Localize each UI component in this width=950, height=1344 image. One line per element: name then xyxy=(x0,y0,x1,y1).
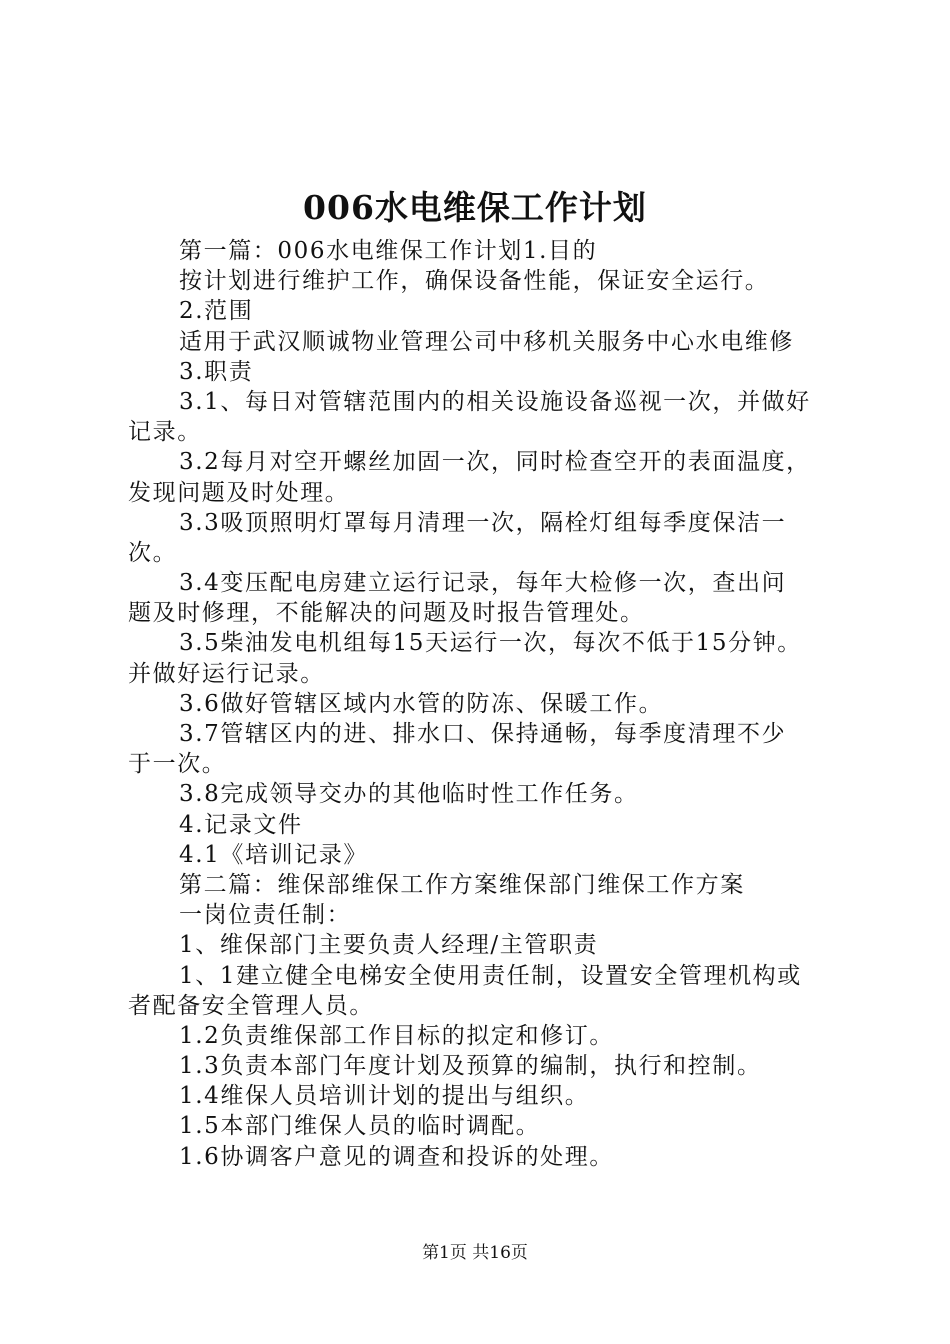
body-line: 1.3负责本部门年度计划及预算的编制，执行和控制。 xyxy=(179,1053,762,1080)
page-footer: 第1页 共16页 xyxy=(422,1243,528,1263)
body-line: 第二篇：维保部维保工作方案维保部门维保工作方案 xyxy=(179,871,745,898)
body-line: 4.1《培训记录》 xyxy=(179,841,368,868)
body-line: 1.6协调客户意见的调查和投诉的处理。 xyxy=(179,1143,614,1170)
body-line: 1、维保部门主要负责人经理/主管职责 xyxy=(179,932,599,959)
body-line: 3.6做好管辖区域内水管的防冻、保暖工作。 xyxy=(179,690,664,717)
document-title: 006水电维保工作计划 xyxy=(303,188,647,227)
body-line: 适用于武汉顺诚物业管理公司中移机关服务中心水电维修 xyxy=(179,328,794,355)
body-line: 2.范围 xyxy=(179,298,254,325)
body-line: 并做好运行记录。 xyxy=(128,660,325,687)
body-line: 发现问题及时处理。 xyxy=(128,479,350,506)
body-line: 1.5本部门维保人员的临时调配。 xyxy=(179,1113,541,1140)
body-line: 3.2每月对空开螺丝加固一次，同时检查空开的表面温度， xyxy=(179,449,811,476)
body-line: 第一篇：006水电维保工作计划1.目的 xyxy=(179,238,598,264)
body-line: 1.2负责维保部工作目标的拟定和修订。 xyxy=(179,1022,614,1049)
body-line: 3.8完成领导交办的其他临时性工作任务。 xyxy=(179,781,639,808)
body-line: 1.4维保人员培训计划的提出与组织。 xyxy=(179,1083,590,1110)
body-line: 于一次。 xyxy=(128,751,227,778)
body-line: 题及时修理，不能解决的问题及时报告管理处。 xyxy=(128,600,645,627)
body-line: 3.职责 xyxy=(179,358,254,385)
body-line: 4.记录文件 xyxy=(179,811,303,838)
body-line: 3.1、每日对管辖范围内的相关设施设备巡视一次，并做好 xyxy=(179,388,811,415)
body-line: 3.3吸顶照明灯罩每月清理一次，隔栓灯组每季度保洁一 xyxy=(179,509,787,536)
body-line: 3.4变压配电房建立运行记录，每年大检修一次，查出问 xyxy=(179,570,787,597)
body-line: 按计划进行维护工作，确保设备性能，保证安全运行。 xyxy=(179,268,770,295)
body-line: 3.7管辖区内的进、排水口、保持通畅，每季度清理不少 xyxy=(179,721,787,747)
body-line: 1、1建立健全电梯安全使用责任制，设置安全管理机构或 xyxy=(179,962,802,989)
document-body xyxy=(128,236,838,1172)
body-line: 一岗位责任制： xyxy=(179,902,352,929)
body-line: 记录。 xyxy=(128,419,202,446)
body-line: 3.5柴油发电机组每15天运行一次，每次不低于15分钟。 xyxy=(179,630,802,657)
body-line: 次。 xyxy=(128,539,178,566)
body-line: 者配备安全管理人员。 xyxy=(128,992,374,1019)
